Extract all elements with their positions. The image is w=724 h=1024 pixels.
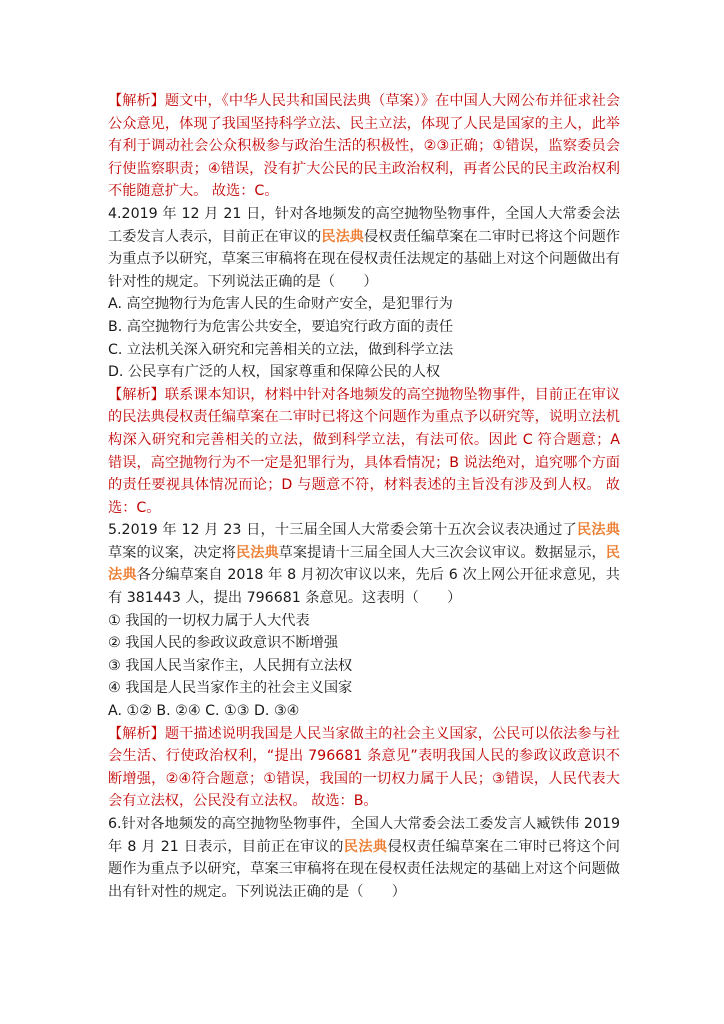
option-a: A. 高空抛物行为危害人民的生命财产安全，是犯罪行为 [108,296,453,313]
highlight-term: 民法典 [108,544,620,584]
highlight-term: 民法典 [343,838,388,855]
stem-text: 草案的议案，决定将 [108,544,236,561]
question-4-stem [108,203,620,293]
highlight-term: 民法典 [236,544,279,561]
stem-text: 草案提请十三届全国人大三次会议审议。数据显示， [278,544,606,561]
analysis-q4 [108,384,620,520]
statement-1: ① 我国的一切权力属于人大代表 [108,612,310,629]
statement-4: ④ 我国是人民当家作主的社会主义国家 [108,680,353,697]
analysis-tag: 【解析】 [108,725,165,742]
analysis-tag: 【解析】 [108,93,165,109]
analysis-q3 [108,90,620,203]
stem-text: 各分编草案自 2018 年 8 月初次审议以来，先后 6 次上网公开征求意见，共有 381443 人，提出 796681 条意见。这表明（ ） [108,567,620,607]
answer-choices: A. ①② B. ②④ C. ①③ D. ③④ [108,703,300,720]
stem-text: 4.2019 年 12 月 21 日，针对各地频发的高空抛物坠物事件，全国人大常委会法工委发言人表示，目前正在审议的 [108,205,620,245]
analysis-text: 题文中，《中华人民共和国民法典（草案）》在中国人大网公布并征求社会公众意见，体现了我国坚持科学立法、民主立法，体现了人民是国家的主人，此举有利于调动社会公众积极参与政治生活的积极性，②③正确；①错误，监察委员会行使监察职责；④错误，没有扩大公民的民主政治权利，再者公民的民主政治权利不能随意扩大。 故选：C。 [108,93,620,200]
statement-3: ③ 我国人民当家作主，人民拥有立法权 [108,657,353,674]
option-b: B. 高空抛物行为危害公共安全，要追究行政方面的责任 [108,318,454,335]
option-d: D. 公民享有广泛的人权，国家尊重和保障公民的人权 [108,364,441,381]
highlight-term: 民法典 [321,228,365,245]
analysis-text: 题干描述说明我国是人民当家做主的社会主义国家，公民可以依法参与社会生活、行使政治权利，“提出 796681 条意见”表明我国人民的参政议政意识不断增强，②④符合题意；①错误，我国的一切权力属于人民；③错误，人民代表大会有立法权，公民没有立法权。 故选：B。 [108,725,620,810]
stem-text: 6.针对各地频发的高空抛物坠物事件，全国人大常委会法工委发言人臧铁伟 2019 年 8 月 21 日表示，目前正在审议的 [108,816,620,855]
analysis-tag: 【解析】 [108,386,165,403]
stem-text: 侵权责任编草案在二审时已将这个问题作为重点予以研究，草案三审稿将在现在侵权责任法规定的基础上对这个问题做出有针对性的规定。下列说法正确的是（ ） [108,838,620,900]
highlight-term: 民法典 [577,522,620,539]
stem-text: 5.2019 年 12 月 23 日，十三届全国人大常委会第十五次会议表决通过了 [108,522,578,539]
analysis-text: 联系课本知识，材料中针对各地频发的高空抛物坠物事件，目前正在审议的民法典侵权责任编草案在二审时已将这个问题作为重点予以研究等，说明立法机构深入研究和完善相关的立法，做到科学立法，有法可依。因此 C 符合题意；A 错误，高空抛物行为不一定是犯罪行为，具体看情况；B 说法绝对，追究哪个方面的责任要视具体情况而论；D 与题意不符，材料表述的主旨没有涉及到人权。 故选：C。 [108,386,620,516]
question-5-stem [108,519,620,609]
stem-text: 侵权责任编草案在二审时已将这个问题作为重点予以研究，草案三审稿将在现在侵权责任法规定的基础上对这个问题做出有针对性的规定。下列说法正确的是（ ） [108,228,620,290]
document-page [108,90,620,903]
analysis-q5 [108,723,620,813]
option-c: C. 立法机关深入研究和完善相关的立法，做到科学立法 [108,341,454,358]
question-6-stem [108,813,620,903]
statement-2: ② 我国人民的参政议政意识不断增强 [108,635,339,652]
